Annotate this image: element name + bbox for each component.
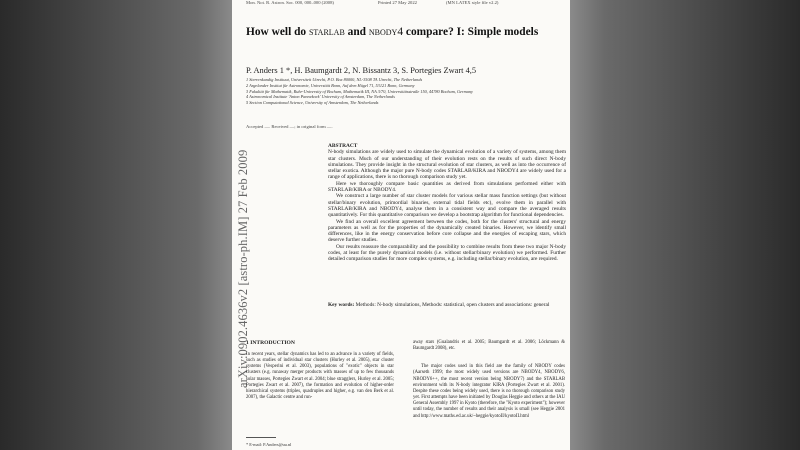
affiliation: 4 Astronomical Institute 'Anton Pannekoek' University of Amsterdam, The Netherlands: [246, 94, 395, 100]
abstract-paragraph: N-body simulations are widely used to simulate the dynamical evolution of a variety of systems, among them star clusters. Much of our understanding of their evolution rests on the results of such direct N-body simulations. They provide insight in the structural evolution of star clusters, as well as into the occurrence of stellar exotica. Although the major pure N-body codes STARLAB/KIRA and NBODY4 are widely used for a range of applications, there is no thorough comparison study yet.: [328, 149, 566, 181]
affiliation: 3 Fakultät für Mathematik, Ruhr-University of Bochum, Mathematik III, NA 3/70, Universitätsstraße 150, 44780 Bochum, Germany: [246, 88, 473, 94]
footnote-email: * E-mail: P.Anders@uu.nl: [246, 442, 292, 447]
viewer-background-right: [570, 0, 800, 450]
intro-column-left: In recent years, stellar dynamics has led to an advance in a variety of fields, such as studies of individual star clusters (Hurley et al. 2005), star cluster systems (Vesperini et al. 2003), populations of "exotic" objects in star clusters (e.g. runaway merger products with masses of up to few thousands solar masses, Portegies Zwart et al. 2004; blue stragglers, Hurley et al. 2005; Portegies Zwart et al. 2007), the formation and evolution of higher-order hierarchical systems (triples, quadruples and higher, e.g. van den Berk et al. 2007), the Galactic centre and run-: [246, 352, 394, 401]
author-list: P. Anders 1 *, H. Baumgardt 2, N. Bissantz 3, S. Portegies Zwart 4,5: [246, 66, 477, 75]
style-file: (MN LATEX style file v2.2): [446, 0, 499, 5]
abstract-paragraph: We construct a large number of star cluster models for various stellar mass function settings (but without stellar/binary evolution, primordial binaries, external tidal fields etc), evolve them in parallel with STARLAB/KIRA and NBODY4, analyse them in a consistent way and compare the averaged results quantitatively. For this quantitative comparison we develop a bootstrap algorithm for functional dependencies.: [328, 193, 566, 219]
affiliation: 5 Section Computational Science, University of Amsterdam, The Netherlands: [246, 100, 379, 106]
title-part: How well do: [246, 26, 307, 38]
keywords-text: Methods: N-body simulations, Methods: statistical, open clusters and associations: general: [355, 302, 550, 308]
title-part: compare? I: Simple models: [405, 26, 539, 38]
received-accepted-line: Accepted —. Received —; in original form —.: [246, 124, 333, 129]
intro-paragraph: away stars (Gualandris et al. 2005; Baumgardt et al. 2006; Löckmann & Baumgardt 2008), etc.: [413, 340, 565, 352]
abstract-paragraph: Our results reassure the comparability and the possibility to combine results from these two major N-body codes, at least for the purely dynamical models (i.e. without stellar/binary evolution) we performed. Further detailed comparison studies for more complex systems, e.g. including stellar/binary evolution, are required.: [328, 243, 566, 263]
keywords: [328, 302, 566, 308]
title-part: and: [347, 26, 367, 38]
abstract: [328, 143, 566, 263]
title-code-starlab: starlab: [308, 26, 345, 38]
intro-column-right: [413, 340, 565, 420]
paper-page: [232, 0, 570, 450]
arxiv-stamp: arXiv:0902.4636v2 [astro-ph.IM] 27 Feb 2009: [236, 149, 250, 388]
running-header: [232, 0, 570, 8]
abstract-heading: ABSTRACT: [328, 143, 358, 149]
paper-title: [246, 26, 564, 39]
keywords-label: Key words:: [328, 302, 355, 308]
abstract-paragraph: Here we thoroughly compare basic quantities as derived from simulations performed either with STARLAB/KIRA or NBODY4.: [328, 180, 566, 194]
affiliations: [246, 77, 566, 106]
footnote-rule: [246, 437, 276, 438]
printed-date: Printed 27 May 2022: [378, 0, 417, 5]
title-code-nbody4: nbody4: [368, 26, 404, 38]
affiliation: 1 Sterrenkundig Instituut, Universiteit Utrecht, P.O. Box 80000, NL-3508 TA Utrecht, The Netherlands: [246, 77, 423, 82]
affiliation: 2 Argelander Institut für Astronomie, Universität Bonn, Auf dem Hügel 71, 53121 Bonn, Germany: [246, 82, 415, 88]
abstract-paragraph: We find an overall excellent agreement between the codes, both for the clusters' structural and energy parameters as well as for the properties of the dynamically created binaries. However, we identify small differences, like in the energy conservation before core collapse and the energies of escaping stars, which deserve further studies.: [328, 218, 566, 244]
viewer-background-left: [0, 0, 232, 450]
section-heading-introduction: 1 INTRODUCTION: [246, 340, 295, 346]
journal-citation: Mon. Not. R. Astron. Soc. 000, 000–000 (2008): [246, 0, 334, 5]
intro-paragraph: The major codes used in this field are the family of NBODY codes (Aarseth 1999; the most widely used versions are NBODY4, NBODY6, NBODY6++, the most recent version being NBODY7) and the STARLAB environment with its N-body integrator KIRA (Portegies Zwart et al. 2001). Despite these codes being widely used, there is no thorough comparison study yet. First attempts have been initiated by Douglas Heggie and others at the IAU General Assembly 1997 in Kyoto (therefore, the "Kyoto experiment"); however until today, the number of results and their analysis is small (see Heggie 2001 and http://www.maths.ed.ac.uk/~heggie/kyotoII/kyotoII.html: [413, 364, 565, 419]
